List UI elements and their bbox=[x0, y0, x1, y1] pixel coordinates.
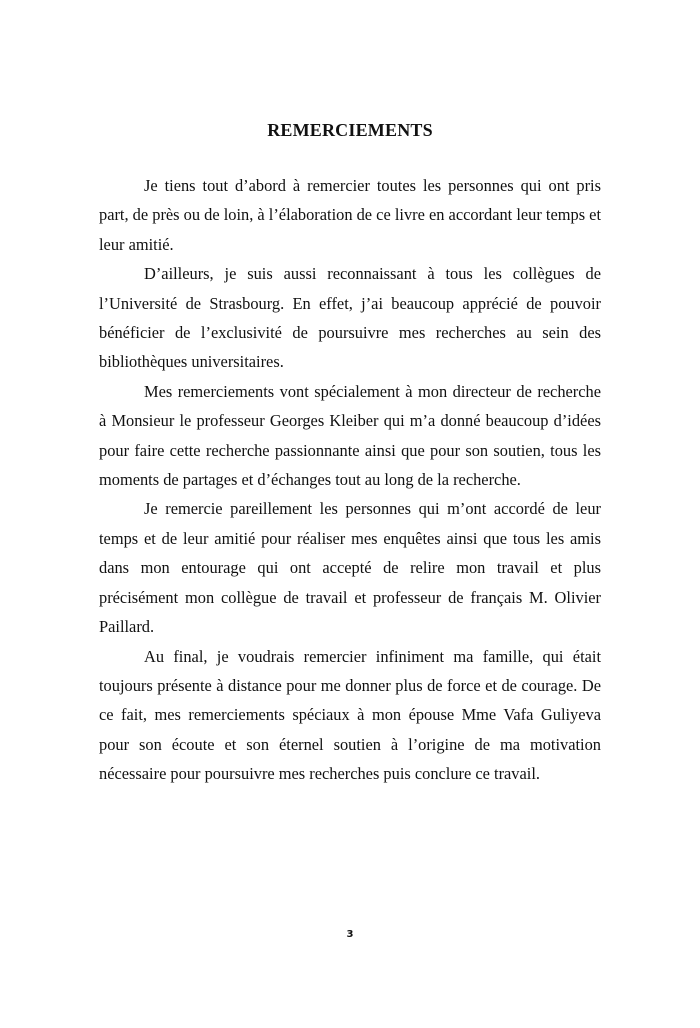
paragraph-colleagues: D’ailleurs, je suis aussi reconnaissant à tous les collègues de l’Université de Strasbourg. En effet, j’ai beaucoup apprécié de pouvoir bénéficier de l’exclusivité de poursuivre mes recherches au sein des bibliothèques universitaires. bbox=[99, 264, 601, 372]
paragraph-director: Mes remerciements vont spécialement à mon directeur de recherche à Monsieur le professeur Georges Kleiber qui m’a donné beaucoup d’idées pour faire cette recherche passionnante ainsi que pour son soutien, tous les moments de partages et d’échanges tout au long de la recherche. bbox=[99, 381, 601, 490]
paragraph-family: Au final, je voudrais remercier infiniment ma famille, qui était toujours présente à distance pour me donner plus de force et de courage. De ce fait, mes remerciements spéciaux à mon épouse Mme Vafa Guliyeva pour son écoute et son éternel soutien à l’origine de ma motivation nécessaire pour poursuivre mes recherches puis conclure ce travail. bbox=[99, 646, 601, 784]
page-number: 3 bbox=[346, 929, 354, 940]
paragraph-intro: Je tiens tout d’abord à remercier toutes les personnes qui ont pris part, de près ou de loin, à l’élaboration de ce livre en accordant leur temps et leur amitié. bbox=[99, 176, 601, 254]
acknowledgements-body bbox=[99, 171, 601, 789]
paragraph-friends: Je remercie pareillement les personnes qui m’ont accordé de leur temps et de leur amitié pour réaliser mes enquêtes ainsi que tous les amis dans mon entourage qui ont accepté de relire mon travail et plus précisément mon collègue de travail et professeur de français M. Olivier Paillard. bbox=[99, 499, 601, 637]
page-title: REMERCIEMENTS bbox=[267, 120, 433, 140]
